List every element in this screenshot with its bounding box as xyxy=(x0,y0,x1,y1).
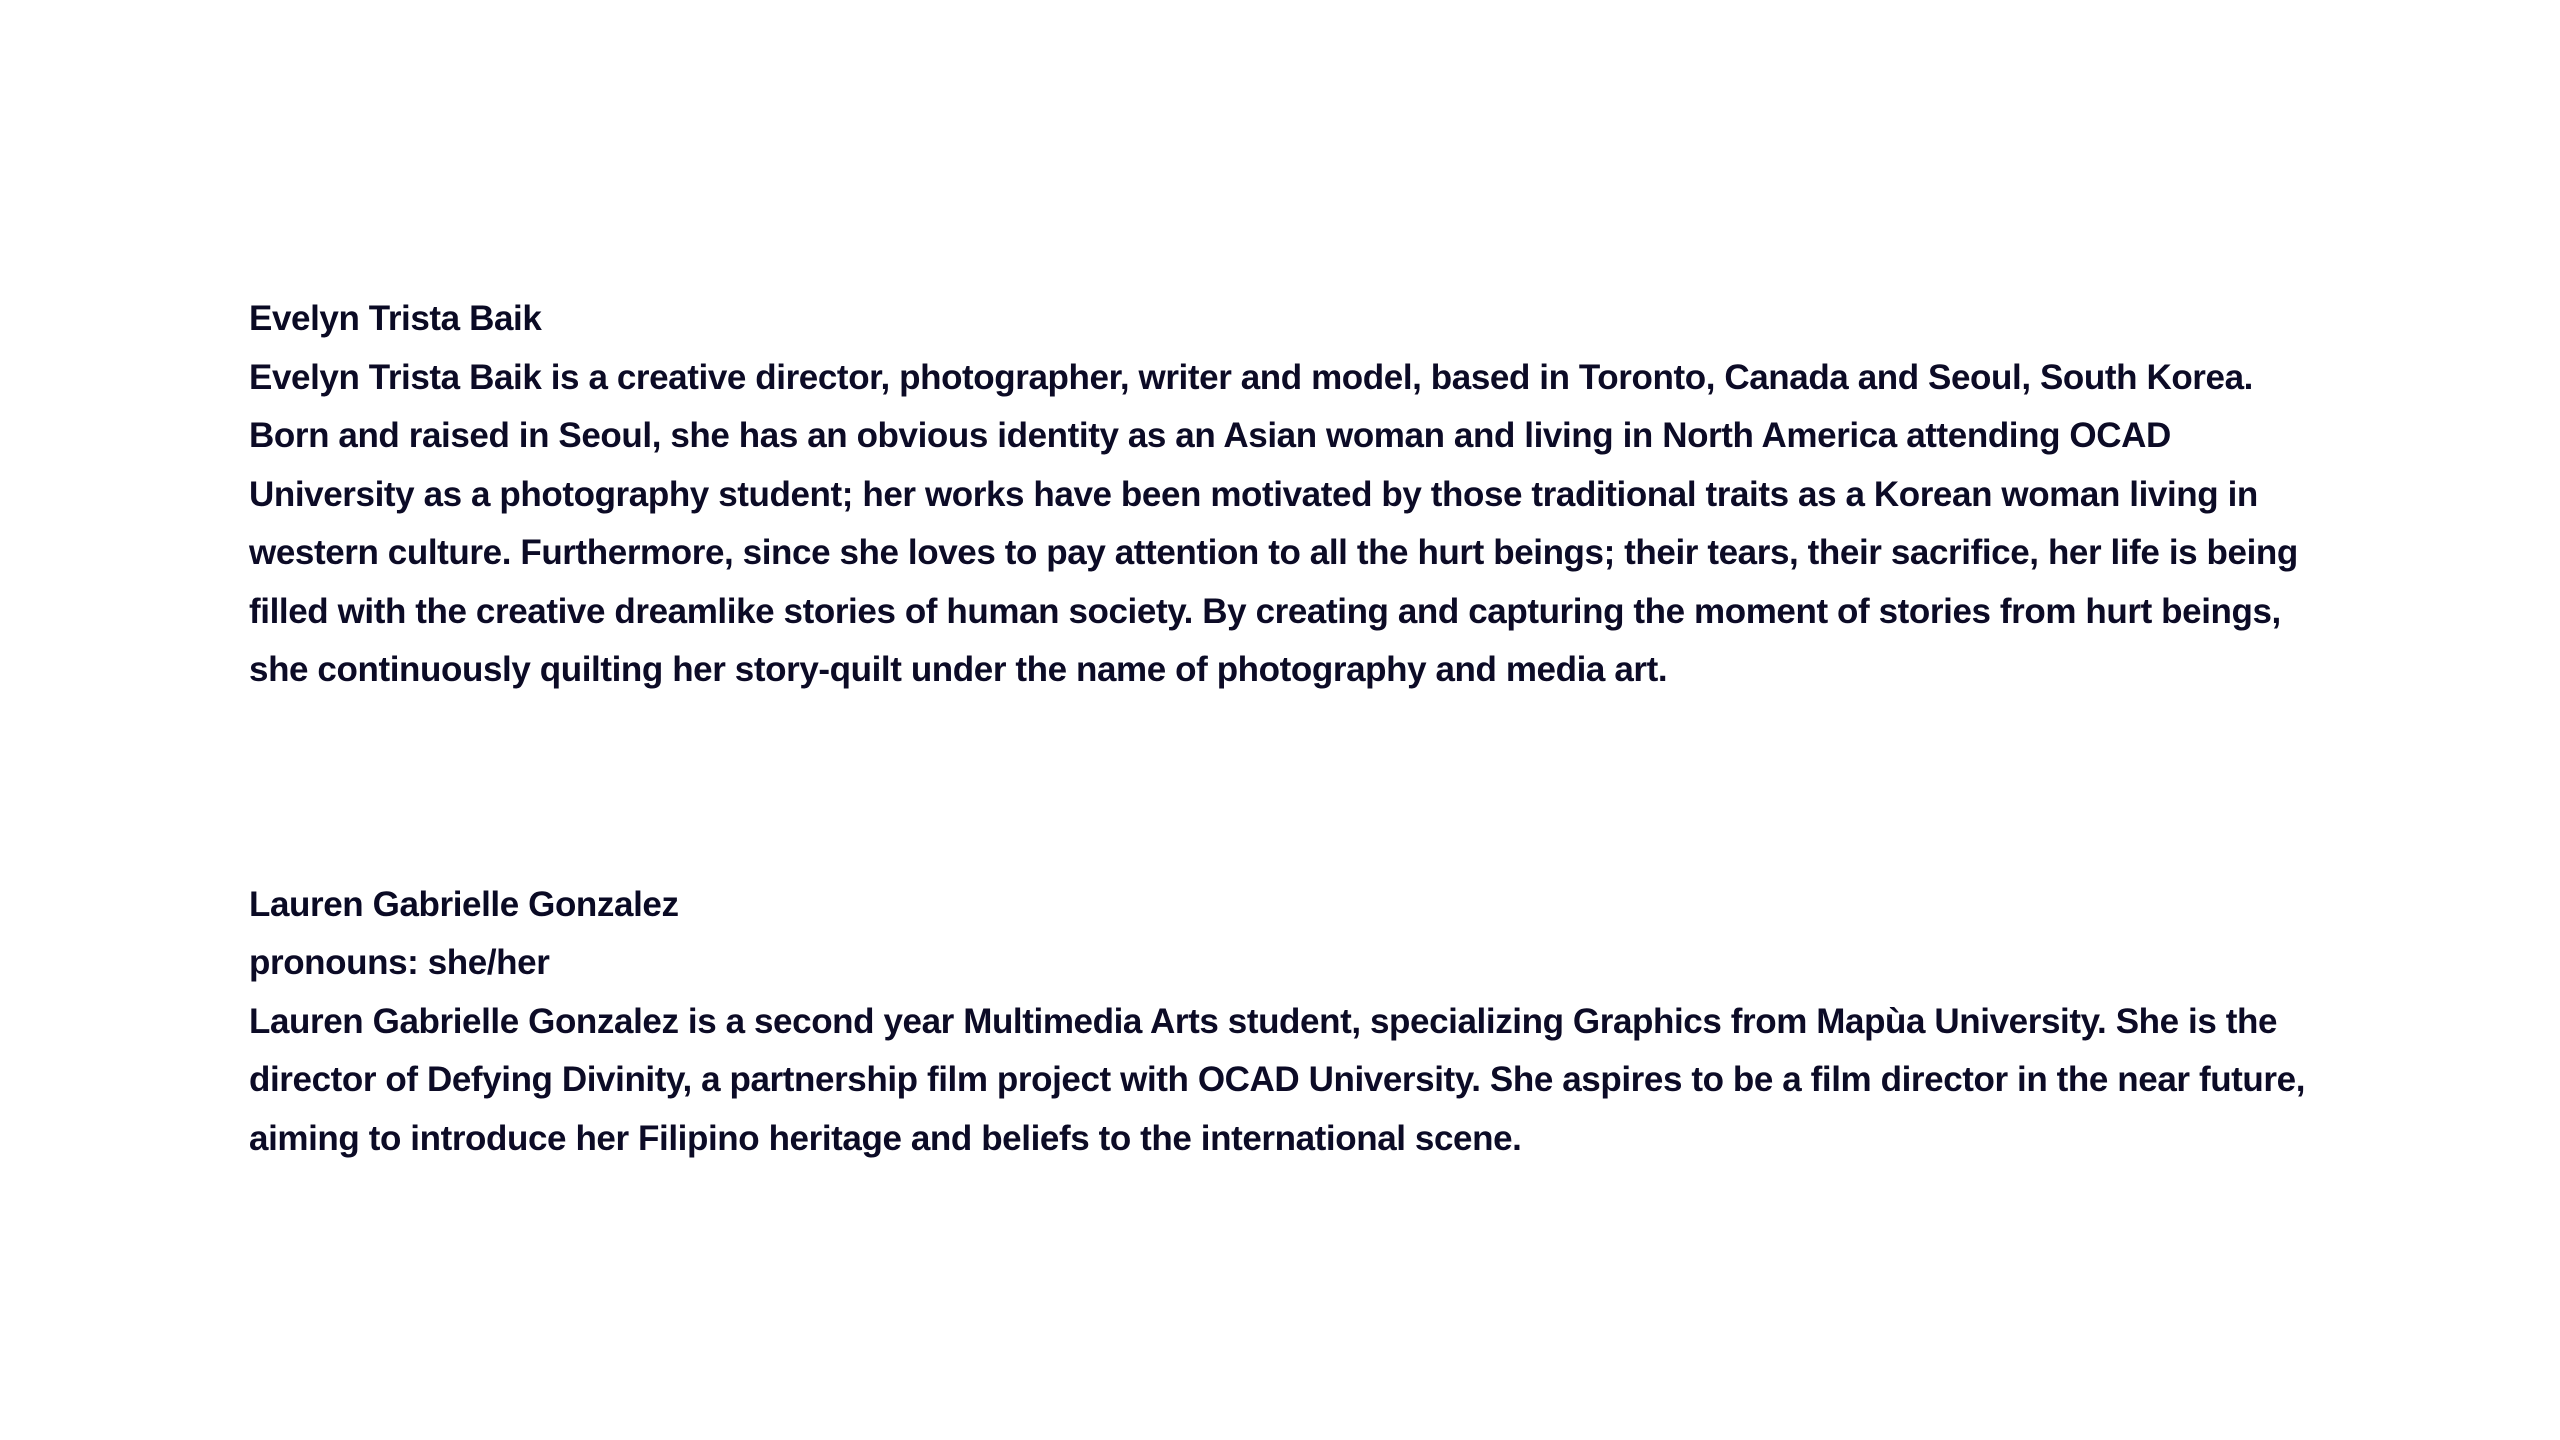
bios-section xyxy=(249,290,2339,1168)
bio-name: Lauren Gabrielle Gonzalez xyxy=(249,884,679,924)
bio-lauren-gabrielle-gonzalez xyxy=(249,876,2339,1169)
bio-description: Evelyn Trista Baik is a creative director, photographer, writer and model, based in Toronto, Canada and Seoul, South Korea. Born and raised in Seoul, she has an obvious identity as an Asian woman and living in North America attending OCAD University as a photography student; her works have been motivated by those traditional traits as a Korean woman living in western culture. Furthermore, since she loves to pay attention to all the hurt beings; their tears, their sacrifice, her life is being filled with the creative dreamlike stories of human society. By creating and capturing the moment of stories from hurt beings, she continuously quilting her story-quilt under the name of photography and media art. xyxy=(249,357,2298,689)
bio-evelyn-trista-baik xyxy=(249,290,2339,700)
bio-pronouns: pronouns: she/her xyxy=(249,943,550,982)
bio-description: Lauren Gabrielle Gonzalez is a second year Multimedia Arts student, specializing Graphics from Mapùa University. She is the director of Defying Divinity, a partnership film project with OCAD University. She aspires to be a film director in the near future, aiming to introduce her Filipino heritage and beliefs to the international scene. xyxy=(249,1001,2306,1158)
bio-name: Evelyn Trista Baik xyxy=(249,299,542,338)
